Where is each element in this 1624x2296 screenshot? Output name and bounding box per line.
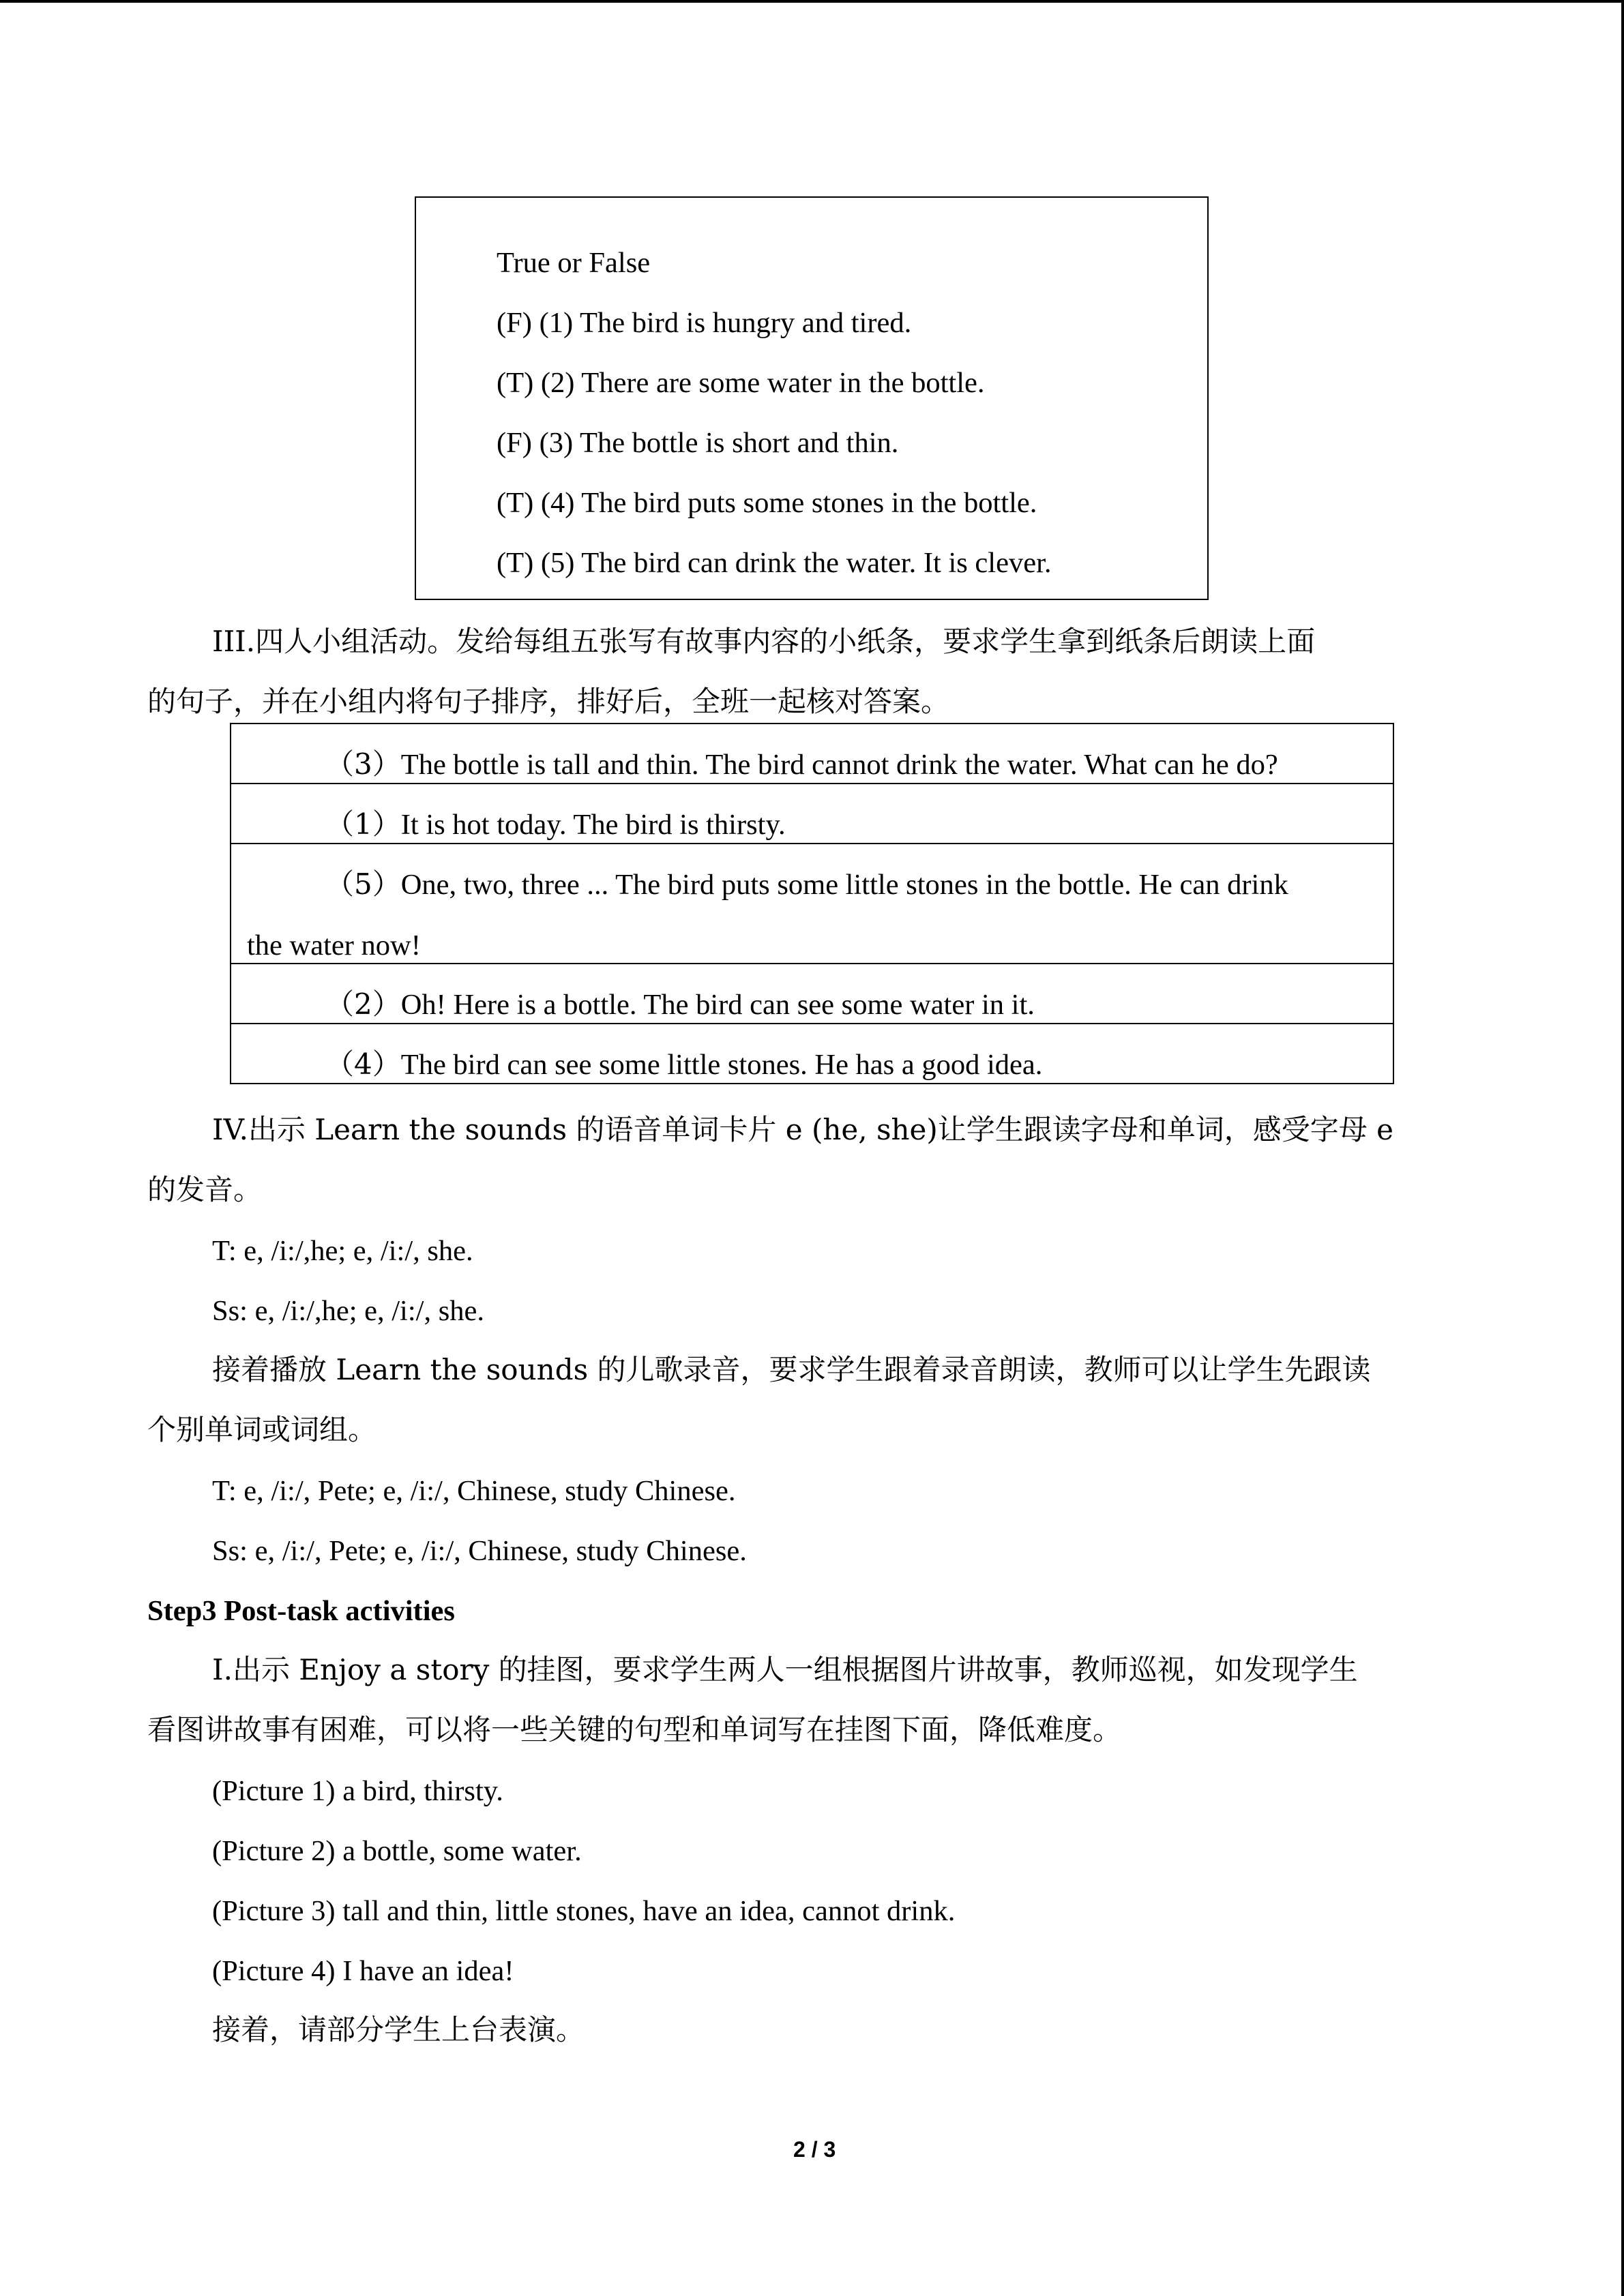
order-sentence: One, two, three ... The bird puts some little stones in the bottle. He can drink [400,869,1288,901]
step3-heading: Step3 Post-task activities [147,1595,455,1627]
teacher-line: T: e, /i:/,he; e, /i:/, she. [212,1235,473,1267]
true-false-item: (T) (2) There are some water in the bottle. [497,367,985,399]
true-false-item: (F) (1) The bird is hungry and tired. [497,307,912,339]
picture-cue: (Picture 1) a bird, thirsty. [212,1775,503,1807]
order-number: （3） [325,747,401,781]
table-cell [231,784,1393,844]
sentence-order-table [230,723,1394,1084]
order-number: （1） [325,807,401,841]
table-cell [231,1024,1393,1084]
true-false-title: True or False [497,247,651,279]
section3-line2: 的句子，并在小组内将句子排序，排好后，全班一起核对答案。 [147,685,950,718]
order-sentence: It is hot today. The bird is thirsty. [400,809,786,841]
page-top-border [0,0,1624,3]
section4-line2: 的发音。 [147,1173,263,1206]
table-cell [231,964,1393,1024]
table-row [231,784,1393,844]
true-false-item: (F) (3) The bottle is short and thin. [497,427,899,459]
page-right-border [1621,0,1624,2296]
order-sentence-continued: the water now! [247,929,421,961]
teacher-line: T: e, /i:/, Pete; e, /i:/, Chinese, study Chinese. [212,1475,736,1507]
students-line: Ss: e, /i:/, Pete; e, /i:/, Chinese, study Chinese. [212,1535,747,1567]
section4-line3: 接着播放 Learn the sounds 的儿歌录音，要求学生跟着录音朗读，教师可以让学生先跟读 [212,1353,1371,1386]
true-false-item: (T) (4) The bird puts some stones in the bottle. [497,487,1037,519]
table-row [231,1024,1393,1084]
picture-cue: (Picture 2) a bottle, some water. [212,1835,582,1867]
section4-line4: 个别单词或词组。 [147,1413,377,1446]
section4-line1: IV.出示 Learn the sounds 的语音单词卡片 e (he, she)让学生跟读字母和单词，感受字母 e [212,1113,1394,1146]
order-number: （2） [325,987,401,1021]
table-row [231,724,1393,784]
table-cell [231,724,1393,784]
step3-closing: 接着，请部分学生上台表演。 [212,2013,585,2046]
true-false-item: (T) (5) The bird can drink the water. It is clever. [497,547,1052,579]
step3-line1: I.出示 Enjoy a story 的挂图，要求学生两人一组根据图片讲故事，教师巡视，如发现学生 [212,1653,1358,1686]
order-sentence: The bird can see some little stones. He has a good idea. [400,1049,1043,1081]
step3-line2: 看图讲故事有困难，可以将一些关键的句型和单词写在挂图下面，降低难度。 [147,1713,1122,1746]
picture-cue: (Picture 3) tall and thin, little stones, have an idea, cannot drink. [212,1895,956,1927]
table-cell [231,844,1393,964]
picture-cue: (Picture 4) I have an idea! [212,1955,514,1987]
true-false-box [415,196,1209,600]
order-sentence: The bottle is tall and thin. The bird cannot drink the water. What can he do? [400,749,1278,781]
order-sentence: Oh! Here is a bottle. The bird can see some water in it. [400,989,1035,1021]
students-line: Ss: e, /i:/,he; e, /i:/, she. [212,1295,484,1327]
page-number: 2 / 3 [793,2137,836,2162]
table-row [231,964,1393,1024]
order-number: （4） [325,1047,401,1081]
order-number: （5） [325,867,401,901]
section3-line1: III.四人小组活动。发给每组五张写有故事内容的小纸条，要求学生拿到纸条后朗读上面 [212,625,1316,658]
table-row [231,844,1393,964]
